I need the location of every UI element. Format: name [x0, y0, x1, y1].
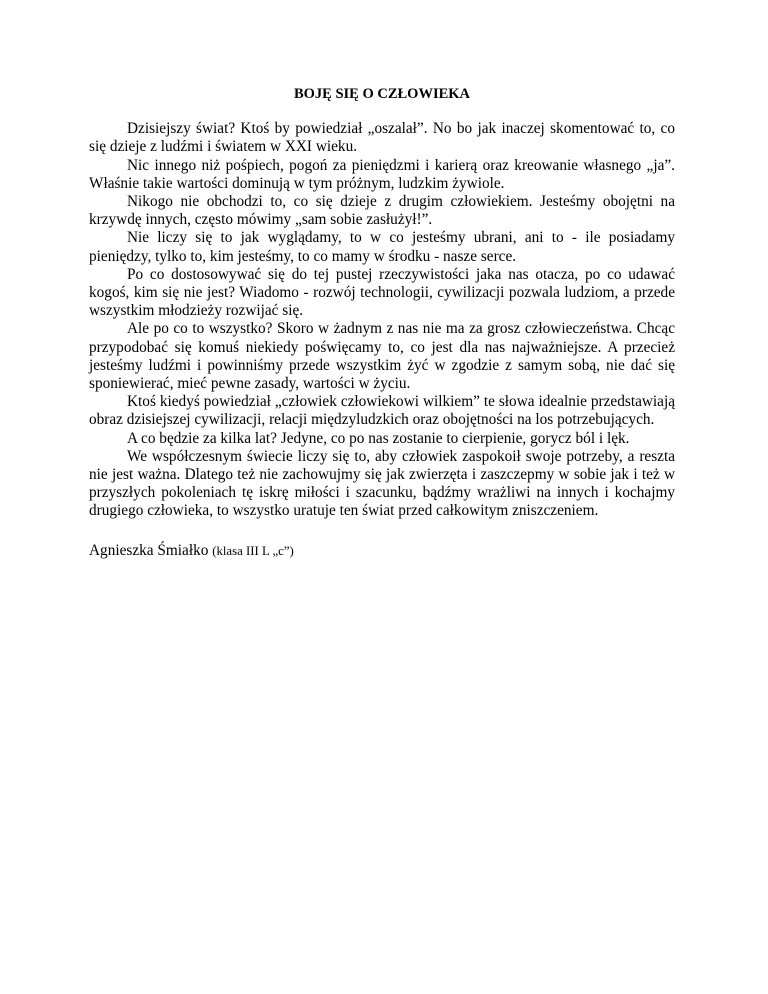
- document-title: BOJĘ SIĘ O CZŁOWIEKA: [293, 86, 471, 102]
- signature: [89, 542, 675, 560]
- document-page: [89, 78, 675, 560]
- paragraph-9: We współczesnym świecie liczy się to, aby człowiek zaspokoił swoje potrzeby, a reszta nie jest ważna. Dlatego też nie zachowujmy się jak zwierzęta i zaszczepmy w sobie jak i też w przyszłych pokoleniach tę iskrę miłości i szacunku, bądźmy wrażliwi na innych i kochajmy drugiego człowieka, to wszystko uratuje ten świat przed całkowitym zniszczeniem.: [89, 447, 675, 520]
- paragraph-5: Po co dostosowywać się do tej pustej rzeczywistości jaka nas otacza, po co udawać kogoś, kim się nie jest? Wiadomo - rozwój technologii, cywilizacji pozwala ludziom, a przede wszystkim młodzieży rozwijać się.: [89, 265, 675, 320]
- author-name: Agnieszka Śmiałko: [89, 541, 209, 559]
- paragraph-8: A co będzie za kilka lat? Jedyne, co po nas zostanie to cierpienie, gorycz ból i lęk.: [127, 429, 630, 447]
- paragraph-2: Nic innego niż pośpiech, pogoń za pieniędzmi i karierą oraz kreowanie własnego „ja”. Właśnie takie wartości dominują w tym próżnym, ludzkim żywiole.: [89, 156, 675, 192]
- paragraph-4: Nie liczy się to jak wyglądamy, to w co jesteśmy ubrani, ani to - ile posiadamy pieniędzy, tylko to, kim jesteśmy, to co mamy w środku - nasze serce.: [89, 229, 675, 265]
- author-class-info: (klasa III L „c”): [212, 543, 294, 558]
- paragraph-6: Ale po co to wszystko? Skoro w żadnym z nas nie ma za grosz człowieczeństwa. Chcąc przypodobać się komuś niekiedy poświęcamy to, co jest dla nas najważniejsze. A przecież jesteśmy ludźmi i powinniśmy przede wszystkim żyć w zgodzie z samym sobą, nie dać się sponiewierać, mieć pewne zasady, wartości w życiu.: [89, 320, 675, 393]
- paragraph-3: Nikogo nie obchodzi to, co się dzieje z drugim człowiekiem. Jesteśmy obojętni na krzywdę innych, często mówimy „sam sobie zasłużył!”.: [89, 193, 675, 229]
- paragraph-1: Dzisiejszy świat? Ktoś by powiedział „oszalał”. No bo jak inaczej skomentować to, co się dzieje z ludźmi i światem w XXI wieku.: [89, 120, 675, 156]
- paragraph-7: Ktoś kiedyś powiedział „człowiek człowiekowi wilkiem” te słowa idealnie przedstawiają obraz dzisiejszej cywilizacji, relacji międzyludzkich oraz obojętności na los potrzebujących.: [89, 393, 675, 429]
